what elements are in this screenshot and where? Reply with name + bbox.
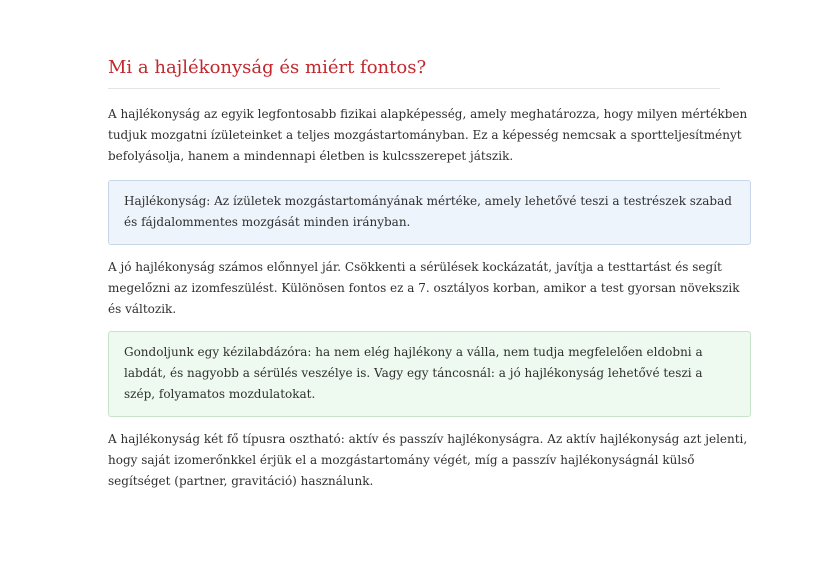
benefits-paragraph: A jó hajlékonyság számos előnnyel jár. Csökkenti a sérülések kockázatát, javítja a testtartást és segít megelőzni az izomfeszülést. Különösen fontos ez a 7. osztályos korban, amikor a test gyorsan növekszik és változik.: [108, 260, 740, 316]
intro-paragraph: A hajlékonyság az egyik legfontosabb fizikai alapképesség, amely meghatározza, hogy milyen mértékben tudjuk mozgatni ízületeinket a teljes mozgástartományban. Ez a képesség nemcsak a sportteljesítményt befolyásolja, hanem a mindennapi életben is kulcsszerepet játszik.: [108, 107, 748, 163]
types-paragraph: A hajlékonyság két fő típusra osztható: aktív és passzív hajlékonyságra. Az aktív hajlékonyság azt jelenti, hogy saját izomerőnkkel érjük el a mozgástartomány végét, míg a passzív hajlékonyságnál külső segítséget (partner, gravitáció) használunk.: [108, 432, 748, 488]
title-divider: [108, 88, 720, 89]
example-box: Gondoljunk egy kézilabdázóra: ha nem elég hajlékony a válla, nem tudja megfelelően eldobni a labdát, és nagyobb a sérülés veszélye is. Vagy egy táncosnál: a jó hajlékonyság lehetővé teszi a szép, folyamatos mozdulatokat.: [108, 331, 751, 417]
definition-box: Hajlékonyság: Az ízületek mozgástartományának mértéke, amely lehetővé teszi a testrészek szabad és fájdalommentes mozgását minden irányban.: [108, 180, 751, 245]
page-title: Mi a hajlékonyság és miért fontos?: [108, 57, 427, 78]
article: [108, 56, 751, 492]
